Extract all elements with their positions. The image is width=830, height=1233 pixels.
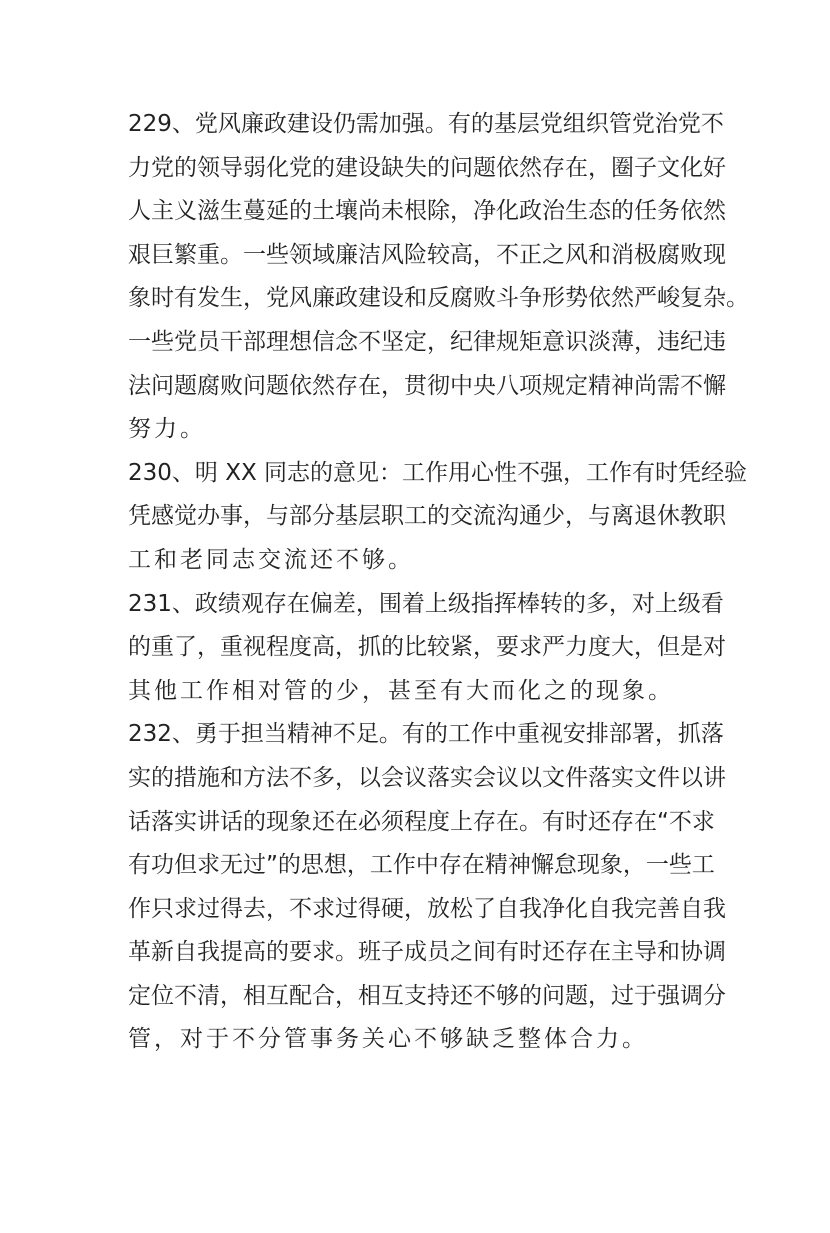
text-line: 法问题腐败问题依然存在，贯彻中央八项规定精神尚需不懈 (128, 372, 726, 399)
text-line: 艰巨繁重。一些领域廉洁风险较高，不正之风和消极腐败现 (128, 241, 726, 268)
text-line: 232、勇于担当精神不足。有的工作中重视安排部署，抓落 (128, 721, 724, 748)
text-line: 话落实讲话的现象还在必须程度上存在。有时还存在“不求 (128, 808, 715, 835)
text-line: 定位不清，相互配合，相互支持还不够的问题，过于强调分 (128, 982, 726, 1009)
text-line: 实的措施和方法不多，以会议落实会议以文件落实文件以讲 (128, 764, 726, 791)
text-line: 力党的领导弱化党的建设缺失的问题依然存在，圈子文化好 (128, 154, 726, 181)
paragraph (128, 583, 726, 714)
text-line: 一些党员干部理想信念不坚定，纪律规矩意识淡薄，违纪违 (128, 328, 726, 355)
text-line: 工和老同志交流还不够。 (128, 546, 414, 573)
text-line: 努力。 (128, 416, 206, 443)
text-line: 230、明 XX 同志的意见：工作用心性不强，工作有时凭经验 (128, 459, 748, 486)
text-line: 凭感觉办事，与部分基层职工的交流沟通少，与离退休教职 (128, 503, 726, 530)
document-body (128, 103, 749, 1062)
text-line: 231、政绩观存在偏差，围着上级指挥棒转的多，对上级看 (128, 590, 724, 617)
text-line: 革新自我提高的要求。班子成员之间有时还存在主导和协调 (128, 939, 726, 966)
text-line: 229、党风廉政建设仍需加强。有的基层党组织管党治党不 (128, 111, 724, 137)
text-line: 象时有发生，党风廉政建设和反腐败斗争形势依然严峻复杂。 (128, 285, 749, 312)
text-line: 有功但求无过”的思想，工作中存在精神懈怠现象，一些工 (128, 852, 715, 879)
paragraph (128, 713, 726, 1062)
text-line: 作只求过得去，不求过得硬，放松了自我净化自我完善自我 (128, 895, 726, 922)
text-line: 人主义滋生蔓延的土壤尚未根除，净化政治生态的任务依然 (128, 198, 726, 225)
paragraph (128, 103, 749, 452)
text-line: 其他工作相对管的少，甚至有大而化之的现象。 (128, 677, 674, 704)
text-line: 管，对于不分管事务关心不够缺乏整体合力。 (128, 1026, 648, 1053)
paragraph (128, 452, 748, 583)
text-line: 的重了，重视程度高，抓的比较紧，要求严力度大，但是对 (128, 634, 726, 661)
